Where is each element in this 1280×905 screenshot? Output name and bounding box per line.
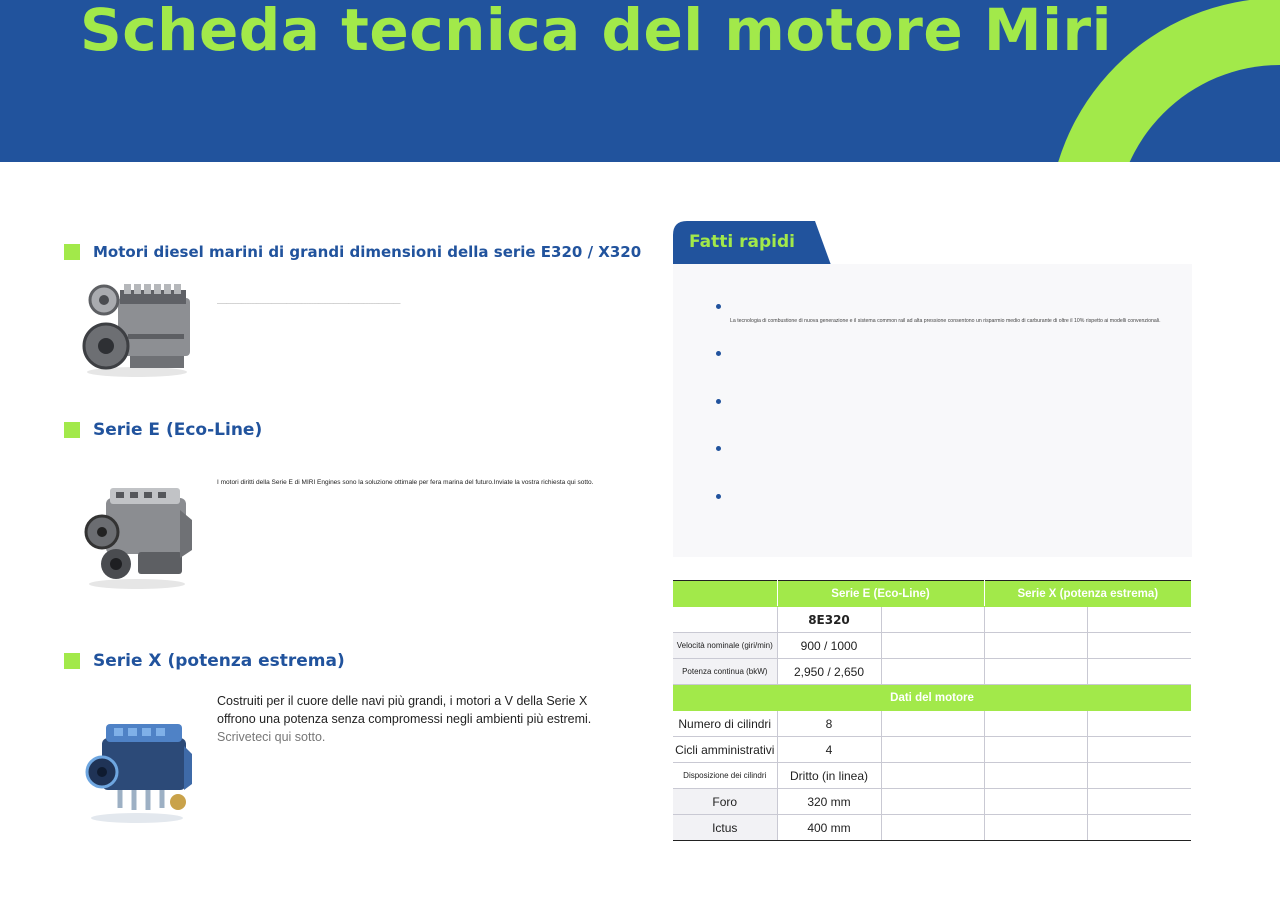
fact-bullet	[716, 351, 721, 356]
table-row	[673, 711, 1191, 737]
page-title: Scheda tecnica del motore Miri	[80, 0, 1112, 64]
table-cell	[881, 633, 984, 659]
fact-bullet	[716, 399, 721, 404]
table-cell	[1087, 763, 1191, 789]
facts-tab	[673, 221, 831, 265]
heading-marker	[64, 244, 80, 260]
overview-heading-text: Motori diesel marini di grandi dimensioni della serie E320 / X320	[93, 243, 642, 261]
e-series-heading-text: Serie E (Eco-Line)	[93, 420, 263, 440]
table-cell	[984, 711, 1087, 737]
engine-data-header: Dati del motore	[673, 685, 1191, 711]
row-value: 4	[777, 737, 881, 763]
table-header-x-series: Serie X (potenza estrema)	[984, 581, 1191, 607]
table-cell	[1087, 815, 1191, 841]
table-cell	[984, 607, 1087, 633]
overview-heading	[64, 243, 641, 261]
table-row	[673, 633, 1191, 659]
table-cell	[1087, 607, 1191, 633]
table-cell	[1087, 789, 1191, 815]
table-cell	[881, 815, 984, 841]
table-cell	[881, 789, 984, 815]
table-row	[673, 607, 1191, 633]
contact-link[interactable]: Scriveteci qui sotto.	[217, 730, 326, 744]
row-value: 400 mm	[777, 815, 881, 841]
fact-bullet	[716, 304, 721, 309]
row-label: Disposizione dei cilindri	[673, 763, 777, 789]
x-series-heading	[64, 651, 345, 671]
table-row	[673, 815, 1191, 841]
engine-icon	[80, 276, 195, 380]
table-row	[673, 659, 1191, 685]
row-label: Cicli amministrativi	[673, 737, 777, 763]
e-series-description: I motori diritti della Serie E di MIRI Engines sono la soluzione ottimale per fera marina del futuro.Inviate la vostra richiesta qui sotto.	[217, 479, 594, 486]
table-row	[673, 789, 1191, 815]
row-label: Potenza continua (bkW)	[673, 659, 777, 685]
table-header-cell	[673, 581, 777, 607]
row-label: Ictus	[673, 815, 777, 841]
table-row	[673, 737, 1191, 763]
table-cell	[984, 763, 1087, 789]
row-value: 900 / 1000	[777, 633, 881, 659]
e-series-heading	[64, 420, 262, 440]
heading-marker	[64, 653, 80, 669]
table-cell	[1087, 711, 1191, 737]
engine-icon	[80, 716, 195, 824]
engine-data-header-row	[673, 685, 1191, 711]
overview-description: ──────────────────────────────────────────────────────────────────────────	[217, 302, 401, 306]
fact-item: La tecnologia di combustione di nuova generazione e il sistema common rail ad alta pressione consentono un risparmio medio di carburante di oltre il 10% rispetto ai modelli convenzionali.	[730, 318, 1161, 324]
facts-title: Fatti rapidi	[689, 232, 795, 252]
table-cell	[1087, 737, 1191, 763]
table-cell	[881, 607, 984, 633]
facts-panel	[673, 264, 1192, 557]
heading-marker	[64, 422, 80, 438]
row-label: Numero di cilindri	[673, 711, 777, 737]
row-label: Foro	[673, 789, 777, 815]
header-banner	[0, 0, 1280, 162]
table-cell	[881, 659, 984, 685]
table-row	[673, 763, 1191, 789]
table-cell	[881, 711, 984, 737]
row-value: Dritto (in linea)	[777, 763, 881, 789]
row-value: 320 mm	[777, 789, 881, 815]
table-cell	[881, 763, 984, 789]
table-cell	[984, 633, 1087, 659]
x-series-description	[217, 692, 607, 746]
row-label: Velocità nominale (giri/min)	[673, 633, 777, 659]
fact-bullet	[716, 446, 721, 451]
engine-icon	[80, 480, 195, 590]
table-cell	[984, 815, 1087, 841]
spec-table	[673, 580, 1191, 841]
table-cell	[673, 607, 777, 633]
table-cell	[881, 737, 984, 763]
x-series-heading-text: Serie X (potenza estrema)	[93, 651, 345, 671]
table-cell	[1087, 659, 1191, 685]
row-value: 2,950 / 2,650	[777, 659, 881, 685]
model-name: 8E320	[777, 607, 881, 633]
table-header-row	[673, 581, 1191, 607]
table-cell	[984, 737, 1087, 763]
row-value: 8	[777, 711, 881, 737]
table-cell	[1087, 633, 1191, 659]
table-cell	[984, 789, 1087, 815]
fact-bullet	[716, 494, 721, 499]
table-cell	[984, 659, 1087, 685]
table-header-e-series: Serie E (Eco-Line)	[777, 581, 984, 607]
x-series-description-text: Costruiti per il cuore delle navi più grandi, i motori a V della Serie X offrono una potenza senza compromessi negli ambienti più estremi.	[217, 694, 592, 726]
